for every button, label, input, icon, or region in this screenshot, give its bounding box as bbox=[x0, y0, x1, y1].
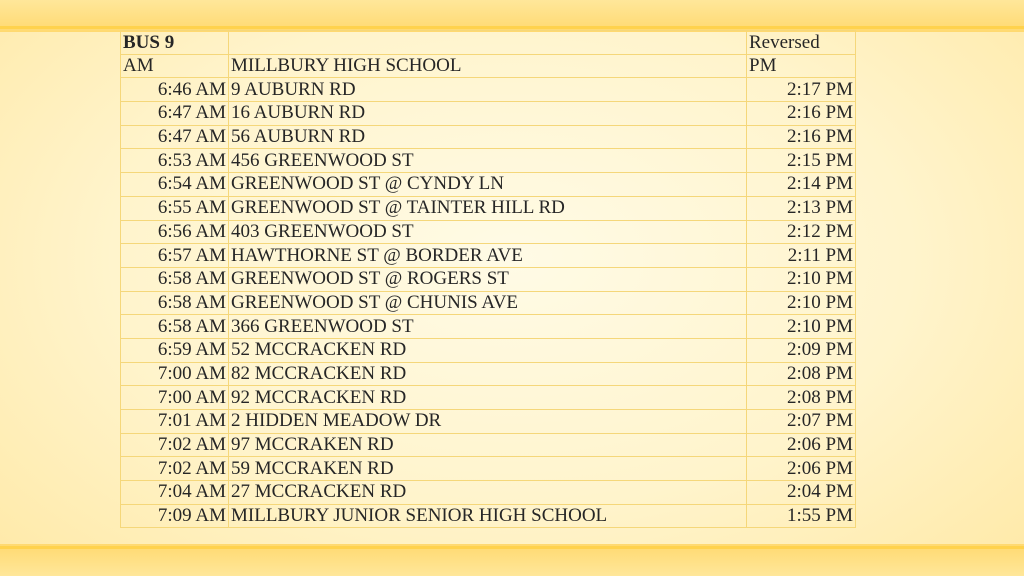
stop-row bbox=[121, 125, 856, 149]
am-time: 6:58 AM bbox=[121, 291, 229, 315]
am-time: 6:47 AM bbox=[121, 102, 229, 126]
pm-time: 2:15 PM bbox=[747, 149, 856, 173]
stop-location: 52 MCCRACKEN RD bbox=[229, 338, 747, 362]
am-time: 6:58 AM bbox=[121, 315, 229, 339]
stop-location: MILLBURY JUNIOR SENIOR HIGH SCHOOL bbox=[229, 504, 747, 528]
bottom-decorative-line bbox=[0, 546, 1024, 549]
stop-row bbox=[121, 78, 856, 102]
am-label: AM bbox=[121, 54, 229, 78]
am-time: 7:02 AM bbox=[121, 457, 229, 481]
stop-row bbox=[121, 173, 856, 197]
stop-location: 366 GREENWOOD ST bbox=[229, 315, 747, 339]
pm-time: 2:11 PM bbox=[747, 244, 856, 268]
stop-row bbox=[121, 267, 856, 291]
am-time: 6:54 AM bbox=[121, 173, 229, 197]
stop-row bbox=[121, 410, 856, 434]
stop-location: GREENWOOD ST @ ROGERS ST bbox=[229, 267, 747, 291]
am-time: 7:00 AM bbox=[121, 386, 229, 410]
stop-location: 56 AUBURN RD bbox=[229, 125, 747, 149]
stop-row bbox=[121, 433, 856, 457]
stop-row bbox=[121, 386, 856, 410]
stop-location: 82 MCCRACKEN RD bbox=[229, 362, 747, 386]
am-time: 7:01 AM bbox=[121, 410, 229, 434]
pm-time: 2:14 PM bbox=[747, 173, 856, 197]
stop-location: 27 MCCRACKEN RD bbox=[229, 481, 747, 505]
stop-location: 456 GREENWOOD ST bbox=[229, 149, 747, 173]
am-time: 7:02 AM bbox=[121, 433, 229, 457]
stop-row bbox=[121, 362, 856, 386]
am-time: 6:59 AM bbox=[121, 338, 229, 362]
stop-row bbox=[121, 481, 856, 505]
bus-schedule-table bbox=[120, 30, 856, 528]
am-time: 7:09 AM bbox=[121, 504, 229, 528]
stop-location: 92 MCCRACKEN RD bbox=[229, 386, 747, 410]
stop-row bbox=[121, 244, 856, 268]
header-empty-cell bbox=[229, 31, 747, 55]
am-time: 6:53 AM bbox=[121, 149, 229, 173]
am-time: 6:46 AM bbox=[121, 78, 229, 102]
pm-time: 2:08 PM bbox=[747, 386, 856, 410]
stop-location: 97 MCCRAKEN RD bbox=[229, 433, 747, 457]
pm-time: 2:08 PM bbox=[747, 362, 856, 386]
am-time: 7:00 AM bbox=[121, 362, 229, 386]
top-decorative-line bbox=[0, 26, 1024, 29]
stop-location: HAWTHORNE ST @ BORDER AVE bbox=[229, 244, 747, 268]
am-time: 6:55 AM bbox=[121, 196, 229, 220]
pm-time: 2:10 PM bbox=[747, 267, 856, 291]
stop-location: GREENWOOD ST @ CYNDY LN bbox=[229, 173, 747, 197]
stop-row bbox=[121, 149, 856, 173]
header-row-bus bbox=[121, 31, 856, 55]
pm-time: 2:07 PM bbox=[747, 410, 856, 434]
stop-location: 2 HIDDEN MEADOW DR bbox=[229, 410, 747, 434]
pm-time: 2:06 PM bbox=[747, 457, 856, 481]
pm-time: 2:17 PM bbox=[747, 78, 856, 102]
stop-location: GREENWOOD ST @ TAINTER HILL RD bbox=[229, 196, 747, 220]
pm-time: 2:10 PM bbox=[747, 291, 856, 315]
stop-row bbox=[121, 338, 856, 362]
am-time: 7:04 AM bbox=[121, 481, 229, 505]
pm-time: 2:06 PM bbox=[747, 433, 856, 457]
pm-time: 1:55 PM bbox=[747, 504, 856, 528]
pm-time: 2:04 PM bbox=[747, 481, 856, 505]
stop-location: 403 GREENWOOD ST bbox=[229, 220, 747, 244]
bus-number: BUS 9 bbox=[121, 31, 229, 55]
stop-row bbox=[121, 220, 856, 244]
stop-location: 9 AUBURN RD bbox=[229, 78, 747, 102]
stop-row bbox=[121, 196, 856, 220]
header-row-school bbox=[121, 54, 856, 78]
reversed-label: Reversed bbox=[747, 31, 856, 55]
pm-time: 2:12 PM bbox=[747, 220, 856, 244]
am-time: 6:58 AM bbox=[121, 267, 229, 291]
stop-location: 16 AUBURN RD bbox=[229, 102, 747, 126]
stop-row bbox=[121, 315, 856, 339]
pm-time: 2:16 PM bbox=[747, 125, 856, 149]
stop-location: 59 MCCRAKEN RD bbox=[229, 457, 747, 481]
school-name: MILLBURY HIGH SCHOOL bbox=[229, 54, 747, 78]
stop-row bbox=[121, 291, 856, 315]
stop-row bbox=[121, 504, 856, 528]
pm-label: PM bbox=[747, 54, 856, 78]
pm-time: 2:09 PM bbox=[747, 338, 856, 362]
stop-row bbox=[121, 457, 856, 481]
am-time: 6:57 AM bbox=[121, 244, 229, 268]
stop-row bbox=[121, 102, 856, 126]
am-time: 6:56 AM bbox=[121, 220, 229, 244]
pm-time: 2:16 PM bbox=[747, 102, 856, 126]
pm-time: 2:10 PM bbox=[747, 315, 856, 339]
am-time: 6:47 AM bbox=[121, 125, 229, 149]
stop-location: GREENWOOD ST @ CHUNIS AVE bbox=[229, 291, 747, 315]
pm-time: 2:13 PM bbox=[747, 196, 856, 220]
